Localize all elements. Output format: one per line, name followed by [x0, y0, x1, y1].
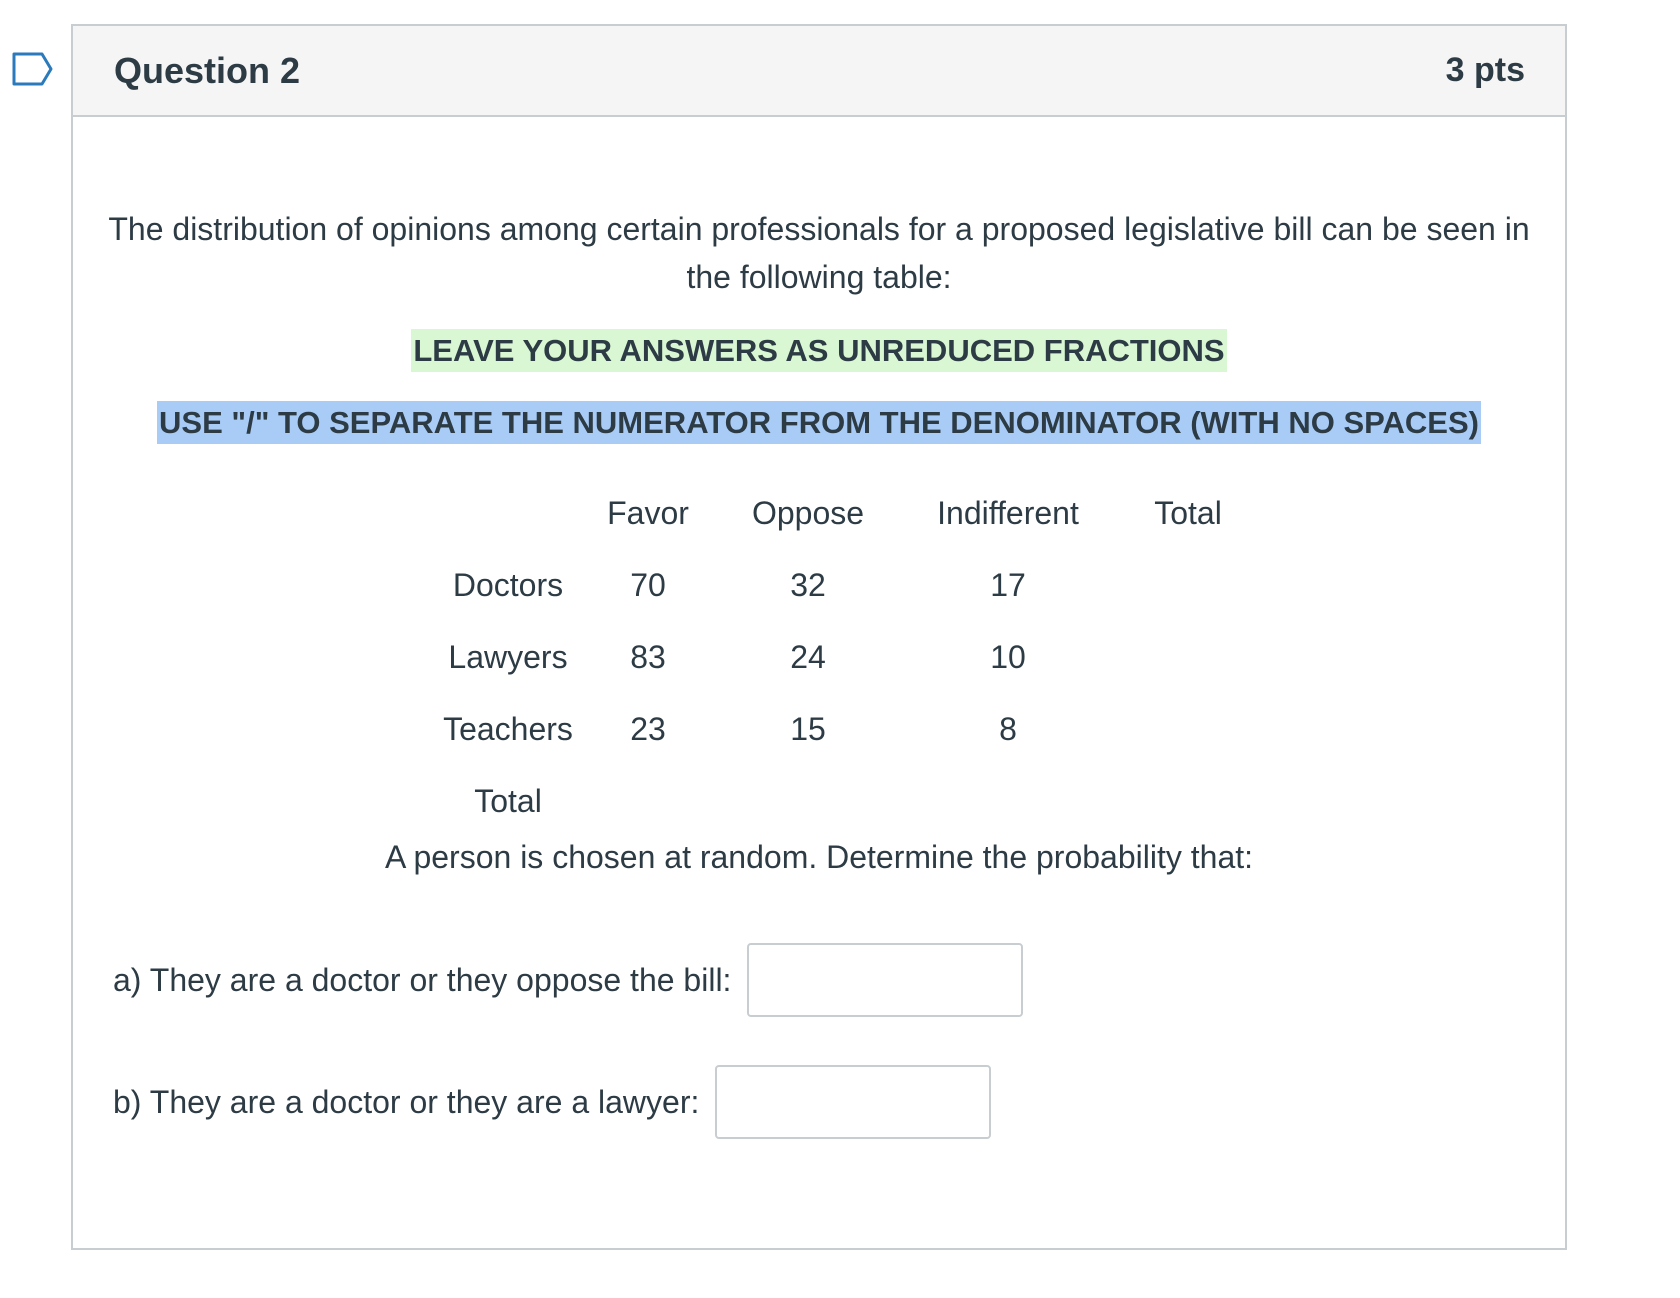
table-cell: 70 [630, 567, 666, 603]
table-row [433, 765, 1263, 837]
table-cell: 17 [990, 567, 1026, 603]
answer-a-label: a) They are a doctor or they oppose the bill: [113, 961, 732, 998]
fractions-note [73, 333, 1565, 369]
table-cell: 15 [790, 711, 826, 747]
question-title: Question 2 [114, 49, 301, 91]
table-header-row [433, 477, 1263, 549]
flag-question-icon[interactable] [12, 52, 54, 86]
answer-a-input[interactable] [747, 943, 1023, 1017]
table-row [433, 549, 1263, 621]
question-card [71, 24, 1567, 1250]
table-header-cell: Oppose [751, 495, 865, 531]
answer-b-label: b) They are a doctor or they are a lawyer: [113, 1083, 700, 1120]
table-header-cell: Favor [607, 495, 689, 531]
table-cell: 32 [790, 567, 826, 603]
table-row-label: Lawyers [448, 639, 568, 675]
table-row-label: Total [474, 783, 542, 819]
table-cell: 24 [790, 639, 826, 675]
table-header-cell: Indifferent [937, 495, 1079, 531]
question-points: 3 pts [1445, 51, 1525, 89]
table-row [433, 621, 1263, 693]
fractions-note-text: LEAVE YOUR ANSWERS AS UNREDUCED FRACTIONS [411, 329, 1226, 372]
table-cell: 23 [630, 711, 666, 747]
probability-prompt: A person is chosen at random. Determine the probability that: [384, 839, 1254, 875]
question-body [73, 117, 1565, 1248]
table-cell: 8 [999, 711, 1017, 747]
table-cell: 83 [630, 639, 666, 675]
opinions-table [433, 477, 1263, 837]
question-header [73, 26, 1565, 117]
answer-a-row [113, 943, 1023, 1017]
separator-note [73, 405, 1565, 441]
table-header-cell: Total [1154, 495, 1222, 531]
table-cell: 10 [990, 639, 1026, 675]
table-row [433, 693, 1263, 765]
table-row-label: Teachers [443, 711, 573, 747]
separator-note-text: USE "/" TO SEPARATE THE NUMERATOR FROM THE DENOMINATOR (WITH NO SPACES) [157, 401, 1481, 444]
table-row-label: Doctors [452, 567, 564, 603]
question-intro-text: The distribution of opinions among certain professionals for a proposed legislative bill can be seen in the following table: [108, 211, 1530, 295]
answer-b-input[interactable] [715, 1065, 991, 1139]
answer-b-row [113, 1065, 991, 1139]
